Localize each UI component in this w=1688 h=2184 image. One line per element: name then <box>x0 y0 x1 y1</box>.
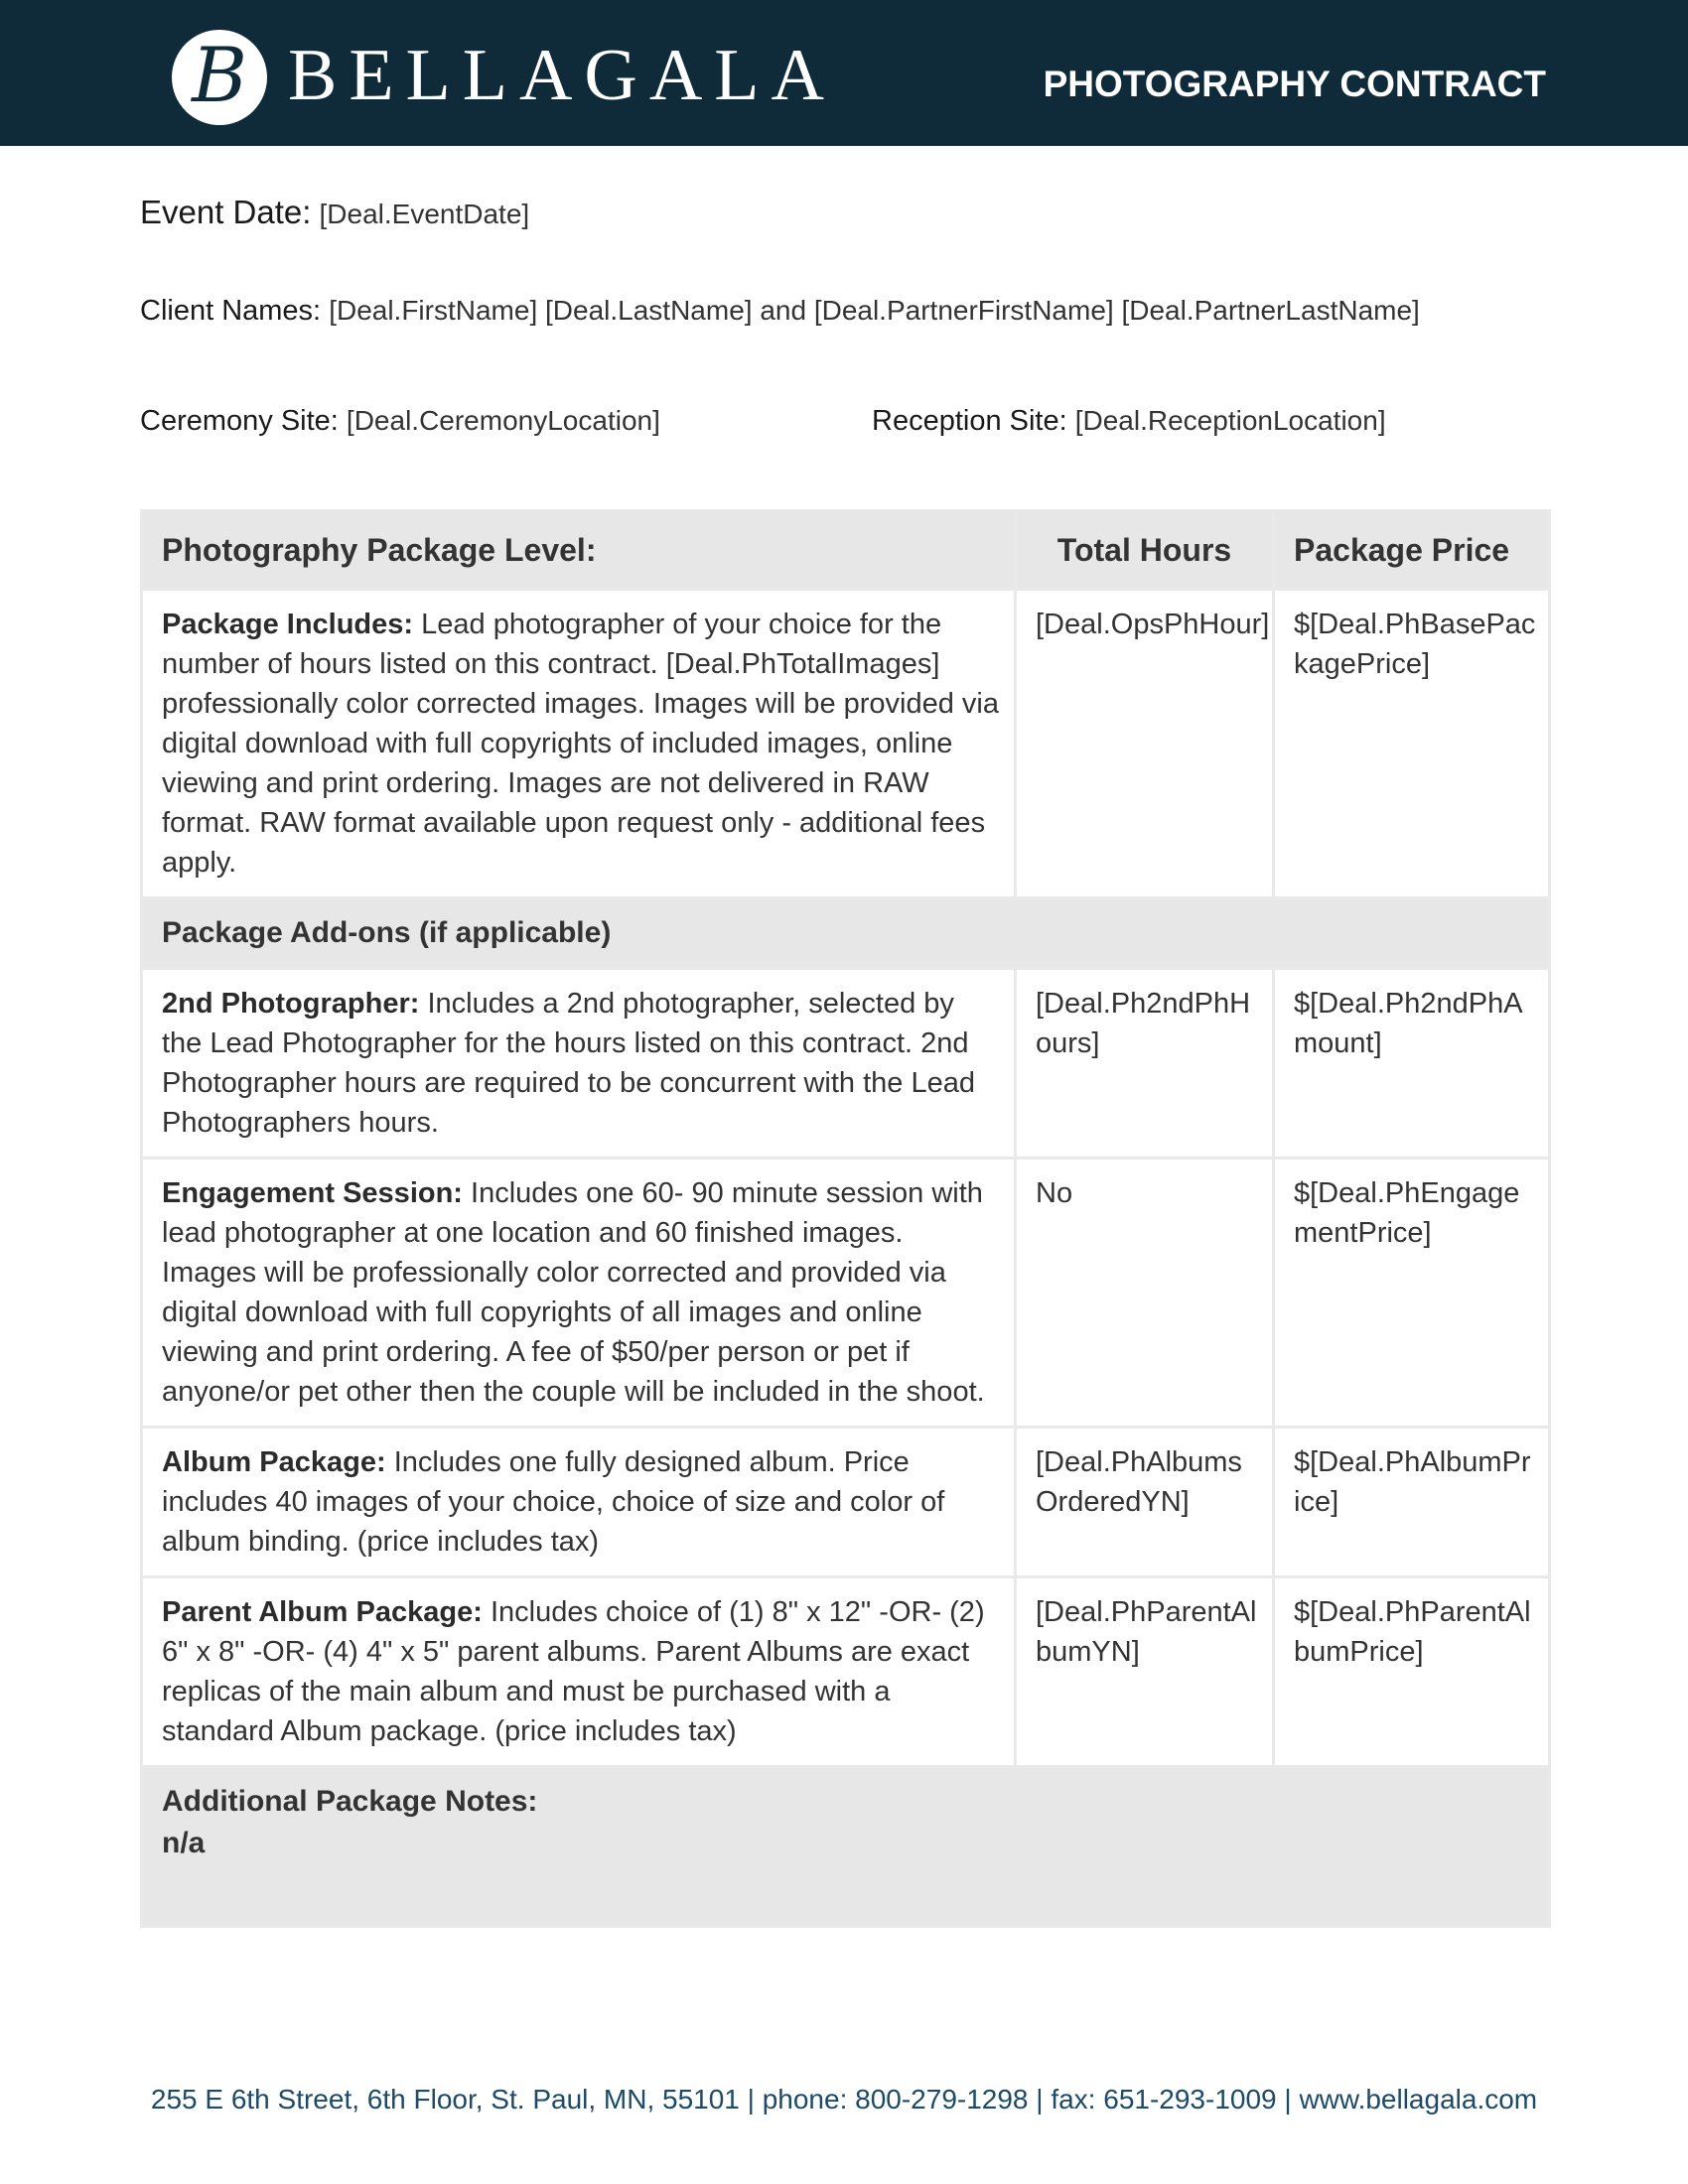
base-package-cell <box>142 590 1016 898</box>
package-table <box>140 509 1551 1928</box>
document-title: PHOTOGRAPHY CONTRACT <box>1043 64 1546 104</box>
notes-row <box>142 1767 1550 1927</box>
notes-cell <box>142 1767 1550 1927</box>
addon-description: Includes a 2nd photographer, selected by the Lead Photographer for the hours listed on this contract. 2nd Photographer hours are required to be concurrent with the Lead Photographers hours. <box>162 988 975 1139</box>
table-row <box>142 1428 1550 1577</box>
base-package-price: $[Deal.PhBasePackagePrice] <box>1274 590 1550 898</box>
addon-price: $[Deal.PhParentAlbumPrice] <box>1274 1577 1550 1767</box>
client-names-label: Client Names: <box>140 295 322 327</box>
addon-cell <box>142 969 1016 1159</box>
addon-label: 2nd Photographer: <box>162 988 420 1020</box>
addon-price: $[Deal.PhAlbumPrice] <box>1274 1428 1550 1577</box>
ceremony-site-field <box>140 403 660 439</box>
addon-cell <box>142 1159 1016 1428</box>
addon-price: $[Deal.PhEngagementPrice] <box>1274 1159 1550 1428</box>
event-date-value: [Deal.EventDate] <box>319 199 530 229</box>
logo-letter: B <box>192 31 247 119</box>
addon-cell <box>142 1577 1016 1767</box>
addon-hours: [Deal.PhAlbumsOrderedYN] <box>1016 1428 1274 1577</box>
addon-hours: [Deal.Ph2ndPhHours] <box>1016 969 1274 1159</box>
notes-value: n/a <box>162 1827 206 1859</box>
table-row <box>142 1159 1550 1428</box>
addon-price: $[Deal.Ph2ndPhAmount] <box>1274 969 1550 1159</box>
ceremony-site-label: Ceremony Site: <box>140 405 339 437</box>
table-header-row <box>142 511 1550 590</box>
addon-label: Engagement Session: <box>162 1177 463 1209</box>
header-package-price: Package Price <box>1274 511 1550 590</box>
brand-name: BELLAGALA <box>288 35 836 116</box>
table-row <box>142 590 1550 898</box>
base-package-label: Package Includes: <box>162 609 414 640</box>
client-names-value: [Deal.FirstName] [Deal.LastName] and [Deal.PartnerFirstName] [Deal.PartnerLastName] <box>329 295 1420 326</box>
addon-hours: No <box>1016 1159 1274 1428</box>
event-date-field <box>140 195 529 232</box>
addon-description: Includes one fully designed album. Price includes 40 images of your choice, choice of size and color of album binding. (price includes tax) <box>162 1446 945 1558</box>
addons-section-row <box>142 898 1550 969</box>
reception-site-label: Reception Site: <box>872 405 1067 437</box>
page-header <box>0 0 1688 146</box>
addon-description: Includes choice of (1) 8" x 12" -OR- (2) 6" x 8" -OR- (4) 4" x 5" parent albums. Parent Albums are exact replicas of the main album and must be purchased with a standard Album package. (price includes tax) <box>162 1596 985 1747</box>
addons-heading: Package Add-ons (if applicable) <box>142 898 1550 969</box>
ceremony-site-value: [Deal.CeremonyLocation] <box>346 405 660 436</box>
addon-cell <box>142 1428 1016 1577</box>
client-names-field <box>140 293 1420 329</box>
header-total-hours: Total Hours <box>1016 511 1274 590</box>
notes-label: Additional Package Notes: <box>162 1785 538 1818</box>
event-date-label: Event Date: <box>140 194 312 230</box>
footer-contact: 255 E 6th Street, 6th Floor, St. Paul, MN, 55101 | phone: 800-279-1298 | fax: 651-293-1009 | www.bellagala.com <box>150 2084 1538 2115</box>
addon-label: Album Package: <box>162 1446 386 1478</box>
bellagala-logo-icon <box>172 30 267 125</box>
base-package-hours: [Deal.OpsPhHour] <box>1016 590 1274 898</box>
reception-site-field <box>872 403 1386 439</box>
addon-hours: [Deal.PhParentAlbumYN] <box>1016 1577 1274 1767</box>
header-package-level: Photography Package Level: <box>142 511 1016 590</box>
addon-label: Parent Album Package: <box>162 1596 483 1628</box>
table-row <box>142 969 1550 1159</box>
addon-description: Includes one 60- 90 minute session with lead photographer at one location and 60 finished images. Images will be professionally color corrected and provided via digital download with full copyrights of all images and online viewing and print ordering. A fee of $50/per person or pet if anyone/or pet other then the couple will be included in the shoot. <box>162 1177 985 1408</box>
table-row <box>142 1577 1550 1767</box>
reception-site-value: [Deal.ReceptionLocation] <box>1074 405 1386 436</box>
base-package-description: Lead photographer of your choice for the number of hours listed on this contract. [Deal.PhTotalImages] professionally color corrected images. Images will be provided via digital download with full copyrights of included images, online viewing and print ordering. Images are not delivered in RAW format. RAW format available upon request only - additional fees apply. <box>162 609 999 879</box>
